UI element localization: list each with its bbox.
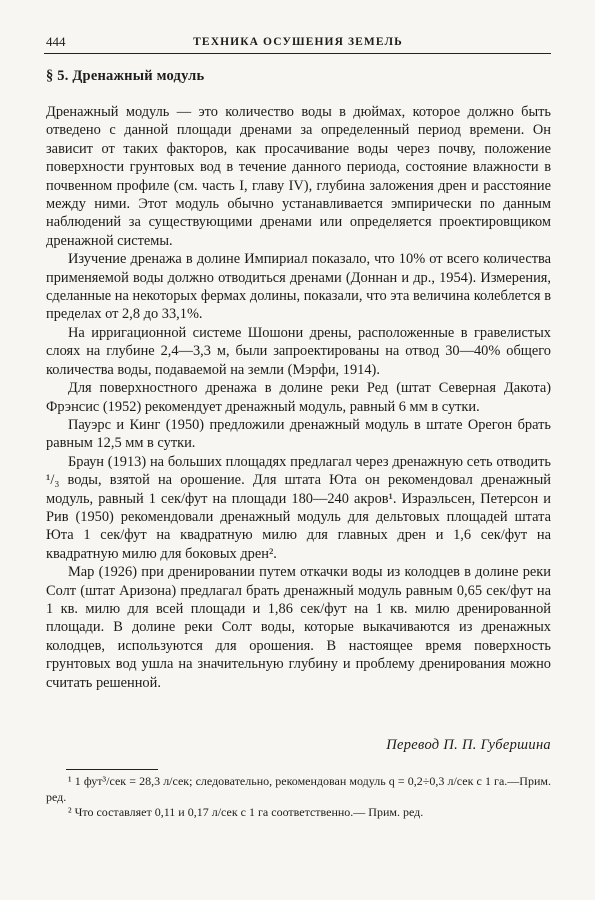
section-title: § 5. Дренажный модуль xyxy=(46,68,205,84)
page-number: 444 xyxy=(46,34,66,49)
body-text xyxy=(46,103,551,692)
footnote-rule xyxy=(66,769,158,770)
header-rule xyxy=(44,53,551,54)
running-title: ТЕХНИКА ОСУШЕНИЯ ЗЕМЕЛЬ xyxy=(193,36,403,48)
paragraph-imperial-valley: Изучение дренажа в долине Импириал показало, что 10% от всего количества применяемой воды должно отводиться дренами (Доннан и др., 1954). Измерения, сделанные на некоторых фермах долины, показали, что эта величина колеблется в пределах от 2,8 до 33,1%. xyxy=(46,251,551,323)
translator-credit: Перевод П. П. Губершина xyxy=(386,737,551,753)
footnote-1: ¹ 1 фут³/сек = 28,3 л/сек; следовательно, рекомендован модуль q = 0,2÷0,3 л/сек с 1 га.—Прим. ред. xyxy=(46,774,551,804)
paragraph-red-river: Для поверхностного дренажа в долине реки Ред (штат Северная Дакота) Фрэнсис (1952) рекомендует дренажный модуль, равный 6 мм в сутки. xyxy=(46,380,551,415)
footnote-2: ² Что составляет 0,11 и 0,17 л/сек с 1 га соответственно.— Прим. ред. xyxy=(68,805,424,819)
footnotes xyxy=(46,774,551,821)
paragraph-utah: Браун (1913) на больших площадях предлагал через дренажную сеть отводить ¹/₃ воды, взятой на орошение. Для штата Юта он рекомендовал дренажный модуль, равный 1 сек/фут на площади 180—240 акров¹. Израэльсен, Петерсон и Рив (1950) рекомендовали дренажный модуль для дельтовых площадей штата Юта 1 сек/фут на квадратную милю для главных дрен и 1,6 сек/фут на квадратную милю для боковых дрен². xyxy=(46,453,551,562)
paragraph-salt-river: Мар (1926) при дренировании путем откачки воды из колодцев в долине реки Солт (штат Аризона) предлагал брать дренажный модуль равным 0,65 сек/фут на 1 кв. милю для всей площади и 1,86 сек/фут на 1 кв. милю дренированной площади. В долине реки Солт воды, которые выкачиваются из дренажных колодцев, используются для орошения. В настоящее время поверхность грунтовых вод ушла на значительную глубину и проблему дренирования можно считать решенной. xyxy=(46,564,551,691)
paragraph-definition: Дренажный модуль — это количество воды в дюймах, которое должно быть отведено с данной площади дренами за определенный период времени. Он зависит от таких факторов, как просачивание воды через почву, положение поверхности грунтовых вод в течение данного периода, состояние влажности в почвенном профиле (см. часть I, главу IV), глубина заложения дрен и расстояние между ними. Этот модуль обычно устанавливается эмпирически по данным наблюдений за существующими дренами или определяется проектировщиком дренажной системы. xyxy=(46,104,551,249)
paragraph-oregon: Пауэрс и Кинг (1950) предложили дренажный модуль в штате Орегон брать равным 12,5 мм в сутки. xyxy=(46,416,551,452)
paragraph-shoshone: На ирригационной системе Шошони дрены, расположенные в гравелистых слоях на глубине 2,4—3,3 м, были запроектированы на отвод 30—40% общего количества воды, подаваемой на земли (Мэрфи, 1914). xyxy=(46,324,551,378)
